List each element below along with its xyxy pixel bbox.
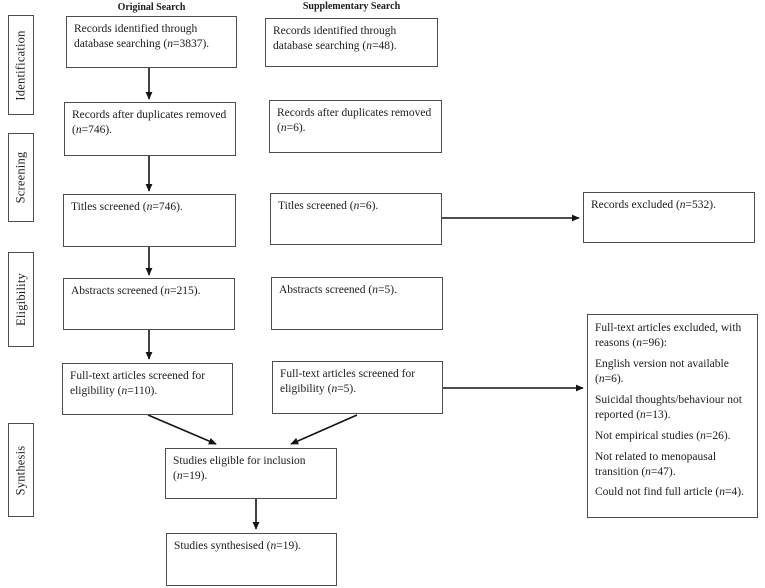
box-studies-synthesised: Studies synthesised (n=19). xyxy=(166,533,337,586)
box-records-excluded: Records excluded (n=532). xyxy=(583,192,755,243)
fulltext-excluded-reason-full-article: Could not find full article (n=4). xyxy=(595,486,744,499)
box-records-identified-original: Records identified through database searching (n=3837). xyxy=(66,16,237,68)
stage-label-synthesis xyxy=(8,423,34,517)
stage-label-eligibility xyxy=(8,252,34,347)
arrow-fulltext-original-to-eligible xyxy=(148,415,216,444)
column-header-supplementary-search: Supplementary Search xyxy=(302,1,401,12)
fulltext-excluded-heading: Full-text articles excluded, with reasons (n=96): xyxy=(595,322,742,349)
box-abstracts-screened-supplementary: Abstracts screened (n=5). xyxy=(271,277,443,330)
stage-label-identification xyxy=(8,15,34,115)
stage-label-screening xyxy=(8,133,34,222)
box-duplicates-removed-supplementary: Records after duplicates removed (n=6). xyxy=(269,100,442,153)
box-records-identified-supplementary: Records identified through database searching (n=48). xyxy=(265,18,438,67)
box-duplicates-removed-original: Records after duplicates removed (n=746). xyxy=(64,102,236,156)
fulltext-excluded-reason-suicidal: Suicidal thoughts/behaviour not reported (n=13). xyxy=(595,393,742,421)
column-header-original-search: Original Search xyxy=(117,2,186,13)
box-fulltext-screened-supplementary: Full-text articles screened for eligibility (n=5). xyxy=(272,361,443,414)
stage-label-screening-text: Screening xyxy=(13,151,28,204)
stage-label-synthesis-text: Synthesis xyxy=(13,445,28,495)
fulltext-excluded-reason-english: English version not available (n=6). xyxy=(595,357,729,385)
arrow-fulltext-supplementary-to-eligible xyxy=(291,415,357,444)
stage-label-identification-text: Identification xyxy=(13,29,28,101)
box-studies-eligible: Studies eligible for inclusion (n=19). xyxy=(165,448,337,499)
box-fulltext-screened-original: Full-text articles screened for eligibility (n=110). xyxy=(62,363,233,415)
box-titles-screened-original: Titles screened (n=746). xyxy=(63,194,236,247)
box-fulltext-excluded xyxy=(587,314,758,518)
fulltext-excluded-reason-empirical: Not empirical studies (n=26). xyxy=(595,429,731,442)
stage-label-eligibility-text: Eligibility xyxy=(13,273,28,326)
box-titles-screened-supplementary: Titles screened (n=6). xyxy=(270,193,442,245)
box-abstracts-screened-original: Abstracts screened (n=215). xyxy=(63,278,235,330)
fulltext-excluded-reason-menopausal: Not related to menopausal transition (n=47). xyxy=(595,450,717,478)
